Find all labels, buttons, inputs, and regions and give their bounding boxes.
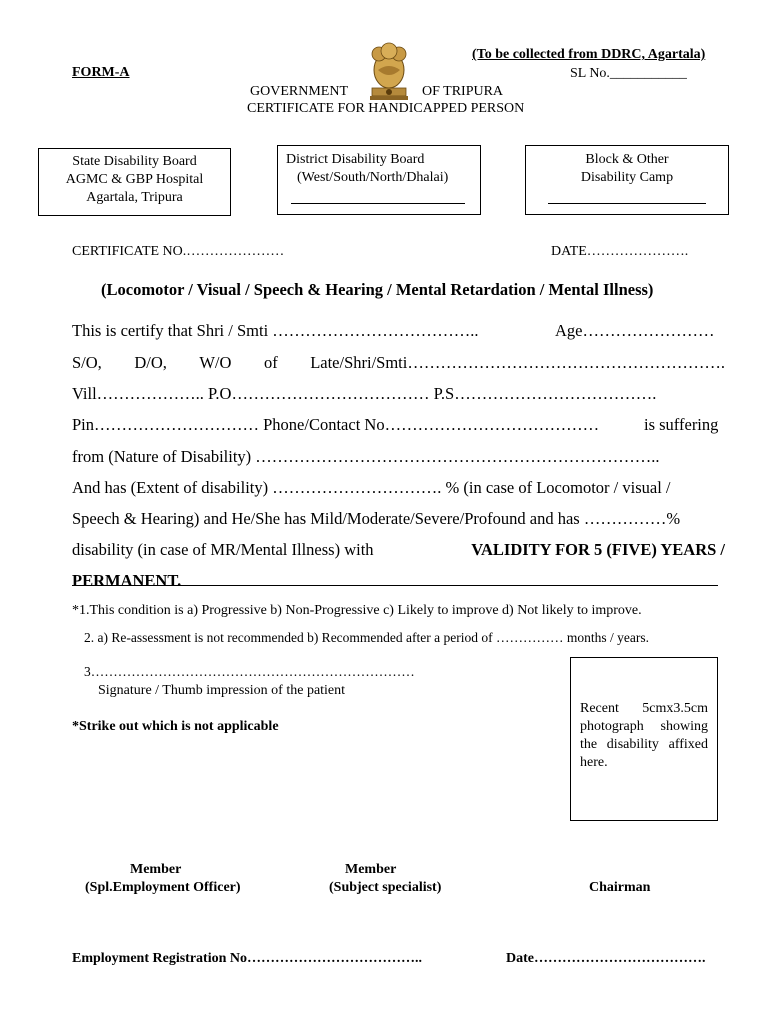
gov-left: GOVERNMENT [250,84,348,99]
line-age: Age…………………… [555,321,715,340]
sl-number: SL No.___________ [570,66,687,81]
district-board-box [277,145,481,215]
state-board-line1: State Disability Board [72,154,197,169]
do-label: D/O, [134,353,167,372]
member1-role: (Spl.Employment Officer) [85,880,241,895]
condition-1: *1.This condition is a) Progressive b) Non-Progressive c) Likely to improve d) Not likely to improve. [72,603,642,618]
block-camp-line2: Disability Camp [580,170,674,185]
disability-types-heading: (Locomotor / Visual / Speech & Hearing / Mental Retardation / Mental Illness) [101,280,654,299]
district-blank-line [291,203,465,204]
line-pin-phone: Pin………………………… Phone/Contact No………………………………… [72,415,600,434]
line-suffering: is suffering [644,415,719,434]
block-camp-line1: Block & Other [585,152,669,167]
photo-box [570,657,718,821]
cert-title: CERTIFICATE FOR HANDICAPPED PERSON [247,101,525,116]
chairman-label: Chairman [589,880,651,895]
gov-right: OF TRIPURA [422,84,504,99]
line-validity [72,540,725,560]
line-village: Vill……………….. P.O……………………………… P.S………………………………. [72,384,657,403]
district-board-line2: (West/South/North/Dhalai) [297,170,449,185]
block-blank-line [548,203,706,204]
condition-3: 3……………………………………………………………… [84,664,415,679]
certificate-date: DATE…………………. [551,244,689,259]
validity-normal: disability (in case of MR/Mental Illness) with [72,540,374,559]
wo-label: W/O [199,353,232,372]
condition-2: 2. a) Re-assessment is not recommended b) Recommended after a period of …………… months / years. [84,630,649,645]
parent-name: Late/Shri/Smti…………………………………………………. [310,353,725,372]
footer-date: Date………………………………. [506,951,706,966]
state-board-line3: Agartala, Tripura [86,190,183,205]
form-label: FORM-A [72,65,130,80]
employment-registration: Employment Registration No……………………………….. [72,951,422,966]
line-extent: And has (Extent of disability) …………………………. % (in case of Locomotor / visual / [72,478,671,497]
state-board-line2: AGMC & GBP Hospital [65,172,204,187]
line-certify: This is certify that Shri / Smti ……………………………….. [72,321,479,340]
member2-role: (Subject specialist) [329,880,442,895]
of-label: of [263,353,278,372]
line-speech: Speech & Hearing) and He/She has Mild/Moderate/Severe/Profound and has ……………% [72,509,681,528]
permanent-underline [72,585,718,586]
photo-instructions: Recent 5cmx3.5cm photograph showing the disability affixed here. [580,701,708,770]
state-emblem-icon [366,40,412,102]
block-camp-box [525,145,729,215]
collect-note: (To be collected from DDRC, Agartala) [472,47,706,62]
state-board-box [38,148,231,216]
certificate-no: CERTIFICATE NO.………………… [72,244,285,259]
permanent-label: PERMANENT. [72,571,182,590]
validity-bold: VALIDITY FOR 5 (FIVE) YEARS / [471,540,725,559]
member2-title: Member [345,862,397,877]
district-board-line1: District Disability Board [286,152,425,167]
strike-note: *Strike out which is not applicable [72,719,279,734]
so-label: S/O, [72,353,102,372]
patient-signature-label: Signature / Thumb impression of the patient [98,683,346,698]
member1-title: Member [130,862,182,877]
line-nature: from (Nature of Disability) ……………………………………………………………….. [72,447,660,466]
line-relation [72,353,725,373]
